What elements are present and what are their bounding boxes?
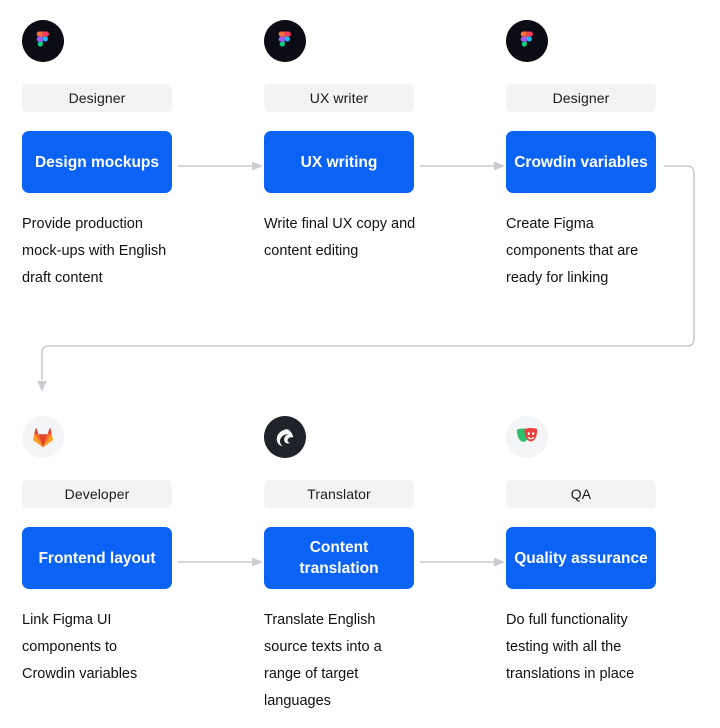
role-label-1: Designer [22,84,172,112]
step-title-4[interactable]: Frontend layout [22,527,172,589]
arrow-translation-to-qa [420,558,505,567]
workflow-step-3 [506,20,656,292]
step-title-5[interactable]: Content translation [264,527,414,589]
step-title-1[interactable]: Design mockups [22,131,172,193]
arrow-ux-to-crowdin [420,162,505,171]
arrow-design-to-ux [178,162,263,171]
workflow-step-5 [264,416,414,715]
step-description-4: Link Figma UI components to Crowdin variables [22,612,138,682]
step-title-3[interactable]: Crowdin variables [506,131,656,193]
step-title-2[interactable]: UX writing [264,131,414,193]
step-description-6: Do full functionality testing with all the translations in place [506,612,635,682]
step-title-6[interactable]: Quality assurance [506,527,656,589]
workflow-step-1 [22,20,172,292]
workflow-step-2 [264,20,414,265]
crowdin-logo-icon [264,416,306,458]
role-label-4: Developer [22,480,172,508]
step-description-1: Provide production mock-ups with English draft content [22,216,167,286]
arrow-frontend-to-translation [178,558,263,567]
theater-masks-icon [506,416,548,458]
workflow-step-6 [506,416,656,688]
step-description-3: Create Figma components that are ready for linking [506,216,639,286]
step-description-5: Translate English source texts into a range of target languages [264,612,382,709]
figma-logo-icon [264,20,306,62]
figma-logo-icon [506,20,548,62]
step-description-2: Write final UX copy and content editing [264,216,416,259]
role-label-2: UX writer [264,84,414,112]
workflow-step-4 [22,416,172,688]
figma-logo-icon [22,20,64,62]
role-label-3: Designer [506,84,656,112]
gitlab-logo-icon [22,416,64,458]
role-label-5: Translator [264,480,414,508]
role-label-6: QA [506,480,656,508]
